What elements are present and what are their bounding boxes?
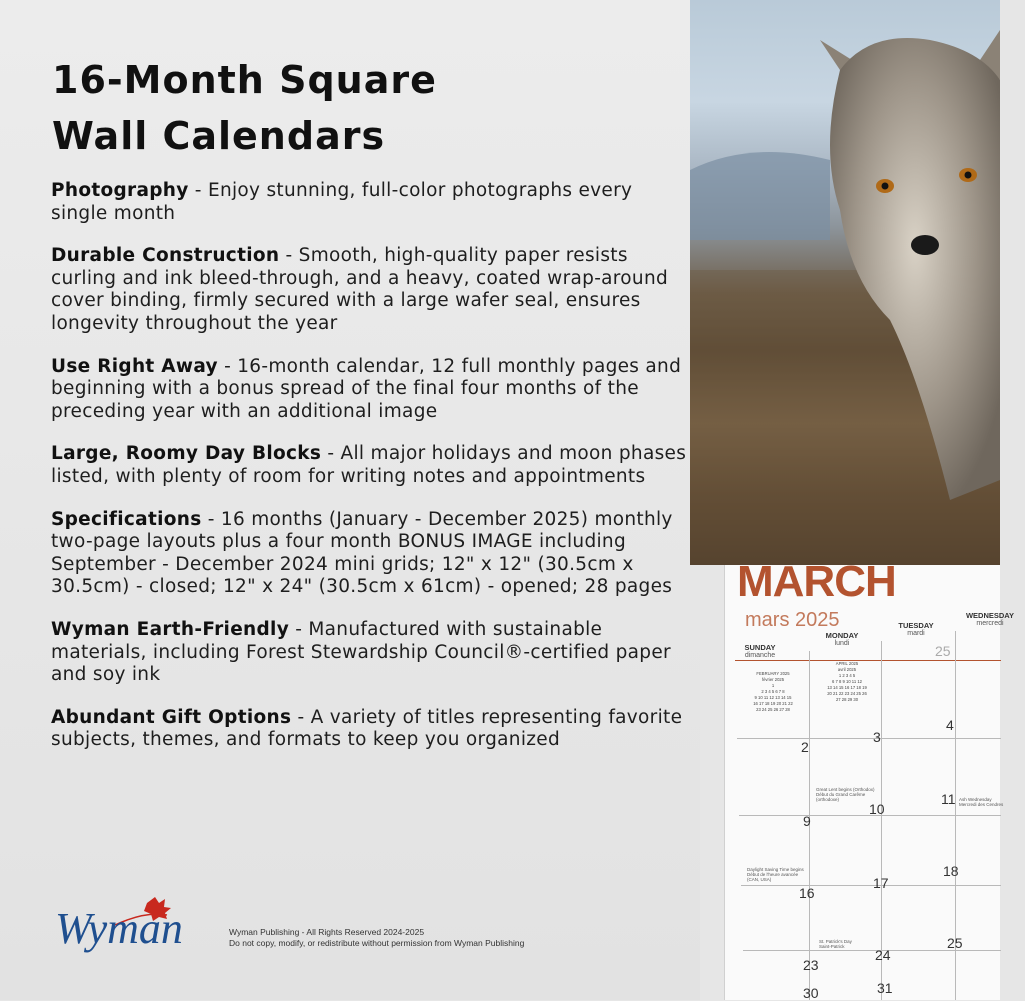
feature-title: Abundant Gift Options — [51, 706, 292, 728]
day-number: 25 — [935, 643, 951, 659]
feature-day-blocks — [51, 443, 691, 488]
feature-title: Large, Roomy Day Blocks — [51, 443, 322, 465]
weekday-label-fr: dimanche — [744, 652, 776, 659]
day-number: 3 — [873, 729, 881, 745]
weekday-tuesday — [881, 621, 951, 637]
mini-row: 23 24 25 26 27 28 — [756, 707, 790, 712]
holiday-label: Daylight Saving Time begins — [747, 867, 804, 872]
mini-row: 20 21 22 23 24 25 26 — [827, 691, 867, 696]
mini-row: 2 3 4 5 6 7 8 — [761, 689, 785, 694]
feature-text: - A variety of titles representing favorite subjects, themes, and formats to keep you organized — [51, 706, 683, 751]
notice-line: Do not copy, modify, or redistribute without permission from Wyman Publishing — [229, 938, 525, 948]
mini-row: 6 7 8 9 10 11 12 — [832, 679, 862, 684]
mini-subtitle: avril 2025 — [837, 667, 857, 672]
fox-illustration — [690, 0, 1000, 565]
copyright-notice — [229, 927, 524, 949]
holiday-label-fr: Saint-Patrick — [819, 944, 845, 949]
feature-title: Use Right Away — [51, 355, 218, 377]
mini-title: FEBRUARY 2025 — [756, 671, 790, 676]
feature-gift-options — [51, 707, 691, 752]
weekday-monday — [807, 631, 877, 647]
day-number: 10 — [869, 801, 885, 817]
feature-use-right-away — [51, 356, 691, 424]
feature-text: - 16-month calendar, 12 full monthly pages and beginning with a bonus spread of the final four months of the preceding year with an additional image — [51, 355, 682, 422]
weekday-label-fr: lundi — [834, 640, 850, 647]
mini-calendar-february — [743, 671, 803, 713]
holiday-label-fr: Début du Grand Carême (orthodoxe) — [816, 792, 866, 802]
feature-title: Durable Construction — [51, 245, 280, 267]
holiday-label: Great Lent begins (Orthodox) — [816, 787, 875, 792]
weekday-label: MONDAY — [825, 631, 859, 640]
calendar-page — [724, 557, 1015, 1001]
mini-calendar-april — [817, 661, 877, 703]
mini-row: 9 10 11 12 13 14 15 — [754, 695, 792, 700]
feature-text: - Manufactured with sustainable materials, including Forest Stewardship Council®-certified paper and soy ink — [51, 618, 671, 686]
wyman-logo — [55, 885, 225, 955]
holiday-note — [816, 787, 876, 802]
day-number: 4 — [946, 717, 954, 733]
title-line-1: 16-Month Square — [52, 58, 437, 102]
holiday-label: St. Patrick's Day — [819, 939, 852, 944]
feature-earth-friendly — [51, 619, 691, 687]
holiday-label-fr: Début de l'heure avancée (CAN, USA) — [747, 872, 799, 882]
holiday-note — [747, 867, 807, 882]
feature-photography — [51, 180, 691, 225]
feature-title: Photography — [51, 180, 189, 201]
fox-photo — [690, 0, 1000, 565]
title-line-2: Wall Calendars — [52, 114, 386, 158]
weekday-sunday — [725, 643, 795, 659]
day-number: 31 — [877, 980, 893, 996]
feature-text: - All major holidays and moon phases listed, with plenty of room for writing notes and appointments — [51, 443, 687, 487]
mini-row: 16 17 18 19 20 21 22 — [753, 701, 793, 706]
page-title — [52, 52, 437, 164]
weekday-label-fr: mercredi — [976, 620, 1004, 627]
week-divider — [741, 885, 1001, 886]
feature-text: - Smooth, high-quality paper resists curling and ink bleed-through, and a heavy, coated wrap-around cover binding, firmly secured with a large wafer seal, ensures longevity throughout the year — [51, 245, 669, 334]
week-divider — [737, 738, 1001, 739]
feature-title: Wyman Earth-Friendly — [51, 618, 290, 640]
day-number: 11 — [941, 791, 956, 807]
day-number: 17 — [873, 875, 889, 891]
holiday-label-fr: Mercredi des Cendres — [959, 802, 1004, 807]
holiday-note — [819, 939, 879, 949]
weekday-label: WEDNESDAY — [965, 611, 1015, 620]
month-title: MARCH — [737, 557, 896, 606]
mini-row: 1 2 3 4 5 — [838, 673, 856, 678]
day-number: 30 — [803, 985, 819, 1001]
holiday-note — [959, 797, 1019, 807]
feature-specifications — [51, 509, 691, 599]
weekday-label: TUESDAY — [898, 621, 934, 630]
weekday-label: SUNDAY — [744, 643, 776, 652]
mini-row: 1 — [771, 683, 775, 688]
holiday-label: Ash Wednesday — [959, 797, 992, 802]
feature-title: Specifications — [51, 508, 202, 530]
mini-row: 13 14 15 16 17 18 19 — [827, 685, 867, 690]
day-number: 25 — [947, 935, 963, 951]
feature-text: - Enjoy stunning, full-color photographs every single month — [51, 180, 633, 224]
month-subtitle: mars 2025 — [745, 609, 840, 631]
day-number: 23 — [803, 957, 819, 973]
weekday-label-fr: mardi — [907, 630, 925, 637]
day-number: 9 — [803, 813, 811, 829]
weekday-wednesday — [955, 611, 1025, 627]
feature-text: - 16 months (January - December 2025) monthly two-page layouts plus a four month BONUS IMAGE including September - December 2024 mini grids; 12" x 12" (30.5cm x 30.5cm) - closed; 12" x 24" (30.5cm x 61cm) - opened; 28 pages — [51, 508, 673, 598]
day-number: 2 — [801, 739, 809, 755]
feature-durable-construction — [51, 245, 691, 335]
day-number: 16 — [799, 885, 815, 901]
copyright-line: Wyman Publishing - All Rights Reserved 2024-2025 — [229, 927, 425, 937]
feature-list — [51, 180, 691, 772]
day-number: 24 — [875, 947, 891, 963]
footer — [55, 885, 655, 955]
mini-title: APRIL 2025 — [835, 661, 859, 666]
mini-subtitle: février 2025 — [761, 677, 785, 682]
mini-row: 27 28 29 30 — [835, 697, 859, 702]
day-number: 18 — [943, 863, 959, 879]
logo-text: Wyman — [55, 904, 183, 953]
